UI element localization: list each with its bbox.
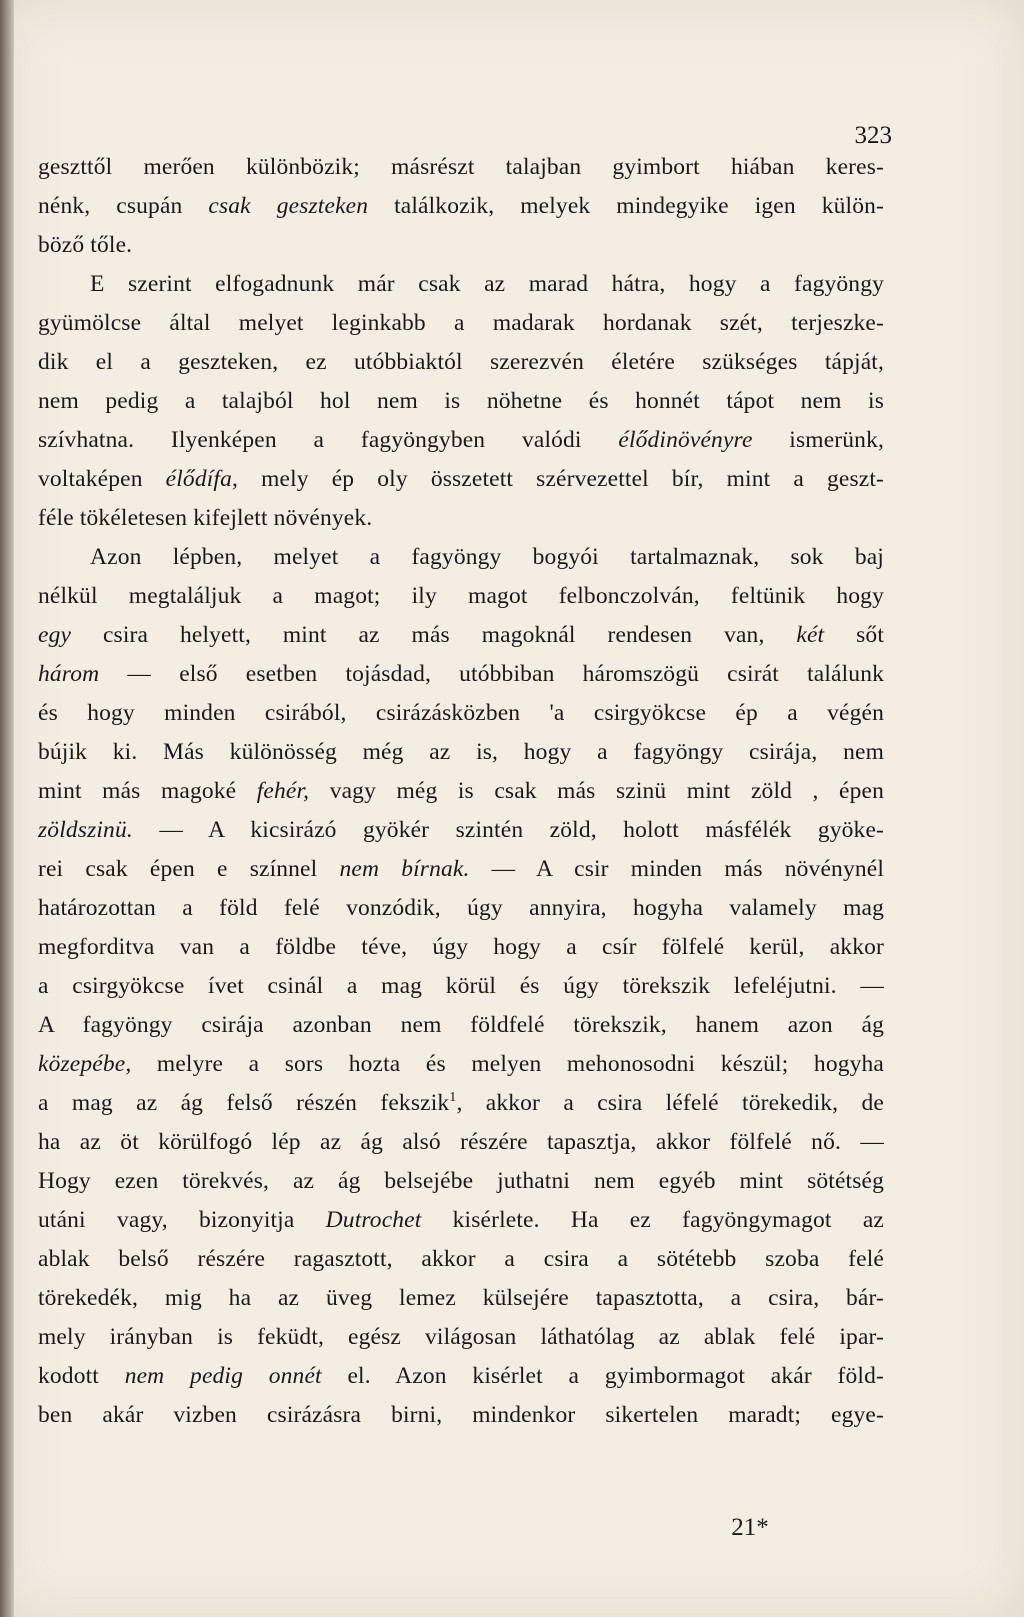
text-line [38,1240,884,1279]
text-line [38,187,884,226]
text-segment: mely ép oly összetett szérvezettel bír, mint a geszt- [238,466,884,492]
text-segment: kisérlete. Ha ez fagyöngymagot az [421,1207,884,1233]
text-segment: E szerint elfogadnunk már csak az marad hátra, hogy a fagyöngy [90,271,884,297]
page-binding-edge [0,0,14,1617]
text-segment: a mag az ág felső részén fekszik [38,1090,450,1116]
italic-text: zöldszinü. [38,817,133,843]
text-line [38,889,884,928]
italic-text: nem pedig onnét [124,1363,322,1389]
text-line [38,226,884,265]
text-segment: utáni vagy, bizonyitja [38,1207,326,1233]
text-line [38,460,884,499]
text-segment: voltaképen [38,466,166,492]
text-line [38,850,884,889]
italic-text: Dutrochet [325,1207,422,1233]
text-segment: kodott [38,1363,125,1389]
text-segment: nénk, csupán [38,193,209,219]
italic-text: három [38,661,100,687]
text-line [38,577,884,616]
text-line [38,538,884,577]
text-line [38,343,884,382]
text-segment: rei csak épen e színnel [38,856,340,882]
text-segment: mely irányban is feküdt, egész világosan láthatólag az ablak felé ipar- [38,1324,884,1350]
text-line [38,265,884,304]
signature-mark: 21* [731,1514,769,1541]
text-segment: ablak belső részére ragasztott, akkor a csira a sötétebb szoba felé [38,1246,884,1272]
text-segment: nem pedig a talajból hol nem is nöhetne és honnét tápot nem is [38,388,884,414]
italic-text: fehér, [256,778,310,804]
text-line [38,616,884,655]
text-segment: Hogy ezen törekvés, az ág belsejébe juthatni nem egyéb mint sötétség [38,1168,884,1194]
text-line [38,1162,884,1201]
text-segment: féle tökéletesen kifejlett növények. [38,505,373,531]
text-segment: vagy még is csak más szinü mint zöld , épen [309,778,884,804]
text-segment: melyre a sors hozta és melyen mehonosodni készül; hogyha [131,1051,884,1077]
text-segment: sőt [824,622,884,648]
text-segment: nélkül megtaláljuk a magot; ily magot felbonczolván, feltünik hogy [38,583,884,609]
text-line [38,928,884,967]
text-segment: bújik ki. Más különösség még az is, hogy a fagyöngy csirája, nem [38,739,884,765]
text-line [38,148,884,187]
text-segment: böző tőle. [38,232,133,258]
text-segment: ismerünk, [752,427,884,453]
text-line [38,1123,884,1162]
italic-text: két [796,622,825,648]
text-line [38,1318,884,1357]
italic-text: egy [38,622,72,648]
text-segment: megforditva van a földbe téve, úgy hogy a csír fölfelé kerül, akkor [38,934,884,960]
text-segment: dik el a geszteken, ez utóbbiaktól szerezvén életére szükséges tápját, [38,349,884,375]
body-text [38,148,884,1435]
text-segment: el. Azon kisérlet a gyimbormagot akár föld- [321,1363,884,1389]
text-line [38,772,884,811]
footnote-marker: 1 [449,1090,457,1106]
italic-text: csak geszteken [208,193,369,219]
text-segment: törekedék, mig ha az üveg lemez külsejére tapasztotta, a csira, bár- [38,1285,884,1311]
text-segment: ha az öt körülfogó lép az ág alsó részére tapasztja, akkor fölfelé nő. — [38,1129,884,1155]
text-segment: Azon lépben, melyet a fagyöngy bogyói tartalmaznak, sok baj [90,544,884,570]
italic-text: élődinövényre [618,427,753,453]
text-line [38,421,884,460]
text-line [38,304,884,343]
text-line [38,1006,884,1045]
text-line [38,382,884,421]
text-line [38,1201,884,1240]
text-line [38,694,884,733]
page-number: 323 [854,122,892,149]
text-segment: , akkor a csira léfelé törekedik, de [456,1090,884,1116]
italic-text: nem bírnak. [339,856,470,882]
text-segment: csira helyett, mint az más magoknál rendesen van, [71,622,797,648]
text-segment: — első esetben tojásdad, utóbbiban háromszögü csirát találunk [99,661,884,687]
text-line [38,733,884,772]
text-line [38,499,884,538]
italic-text: élődífa, [165,466,239,492]
text-line [38,1279,884,1318]
text-segment: határozottan a föld felé vonzódik, úgy annyira, hogyha valamely mag [38,895,884,921]
text-segment: találkozik, melyek mindegyike igen külön- [368,193,884,219]
text-segment: ben akár vizben csirázásra birni, mindenkor sikertelen maradt; egye- [38,1402,884,1428]
italic-text: közepébe, [38,1051,132,1077]
text-line [38,1357,884,1396]
text-segment: geszttől merően különbözik; másrészt talajban gyimbort hiában keres- [38,154,884,180]
text-line [38,1045,884,1084]
text-segment: — A kicsirázó gyökér szintén zöld, holott másfélék gyöke- [132,817,884,843]
text-line [38,655,884,694]
text-segment: mint más magoké [38,778,257,804]
text-segment: a csirgyökcse ívet csinál a mag körül és úgy törekszik lefeléjutni. — [38,973,884,999]
text-segment: — A csir minden más növénynél [469,856,884,882]
text-line [38,811,884,850]
text-line [38,1084,884,1123]
text-segment: A fagyöngy csirája azonban nem földfelé törekszik, hanem azon ág [38,1012,884,1038]
text-segment: gyümölcse által melyet leginkabb a madarak hordanak szét, terjeszke- [38,310,884,336]
text-line [38,967,884,1006]
text-segment: szívhatna. Ilyenképen a fagyöngyben valódi [38,427,619,453]
text-line [38,1396,884,1435]
text-segment: és hogy minden csirából, csirázásközben 'a csirgyökcse ép a végén [38,700,884,726]
